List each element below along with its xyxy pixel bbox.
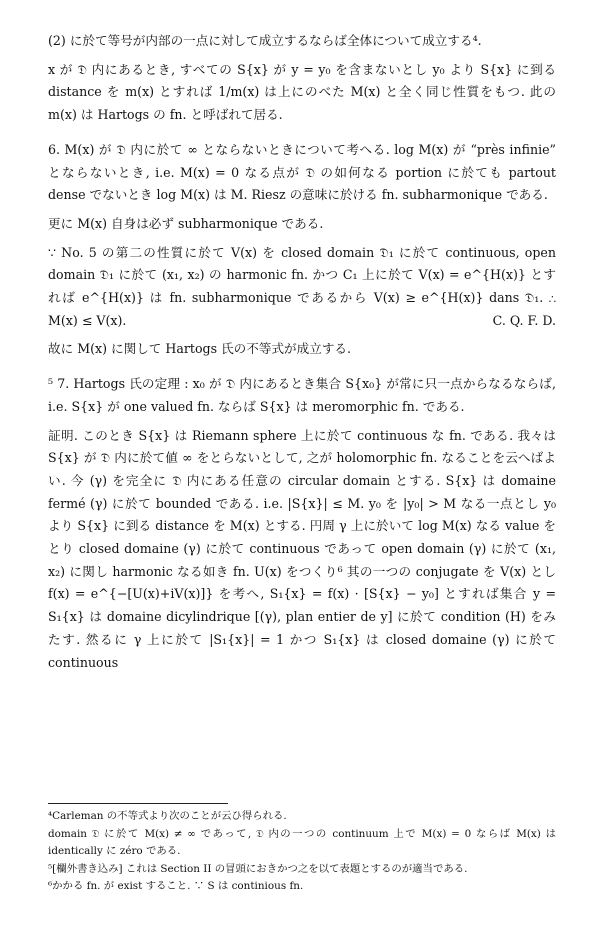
proof-no5-text: ∵ No. 5 の第二の性質に於て V(x) を closed domain 𝔇₁ に於て continuous, open domain 𝔇₁ に於て (x₁, x₂) の harmonic fn. かつ C₁ 上に於て V(x) = e^{H(x)} とすれば e^{H(x)} は fn. subharmonique であるから V(x) ≥ e^{H(x)} dans 𝔇₁. ∴ M(x) ≤ V(x). (48, 244, 556, 328)
paragraph-section-7-theorem: ⁵ 7. Hartogs 氏の定理 : x₀ が 𝔇 内にあるとき集合 S{x₀} が常に只一点からなるならば, i.e. S{x} が one valued fn. ならば S{x} は meromorphic fn. である. (48, 376, 556, 414)
footnote-6: ⁶かかる fn. が exist すること. ∵ S は continious fn. (48, 880, 304, 893)
footnote-5: ⁵[欄外書き込み] これは Section II の冒頭におきかつ之を以て表題とするのが適当である. (48, 862, 468, 875)
paragraph-subharmonique-claim: 更に M(x) 自身は必ず subharmonique である. (48, 215, 324, 231)
paragraph-equality-condition: (2) に於て等号が内部の一点に対して成立するならば全体について成立する⁴. (48, 33, 482, 48)
paragraph-hartogs-function: x が 𝔇 内にあるとき, すべての S{x} が y = y₀ を含まないとし y₀ より S{x} に到る distance を m(x) とすれば 1/m(x) は上にのべた M(x) と全く同じ性質をもつ. 此の m(x) は Hartogs の fn. と呼ばれて居る. (48, 61, 556, 123)
footnote-rule (48, 803, 228, 804)
footnotes (48, 808, 556, 896)
footnote-4: ⁴Carleman の不等式より次のことが云ひ得られる. (48, 810, 287, 822)
main-text (48, 30, 556, 674)
paragraph-hartogs-inequality: 故に M(x) に関して Hartogs 氏の不等式が成立する. (48, 341, 352, 357)
qed-mark: C. Q. F. D. (492, 312, 556, 328)
paragraph-section-6: 6. M(x) が 𝔇 内に於て ∞ とならないときについて考へる. log M(x) が “près infinie” とならないとき, i.e. M(x) = 0 なる点が 𝔇 の如何なる portion に於ても partout dense でないとき log M(x) は M. Riesz の意味に於ける fn. subharmonique である. (48, 141, 556, 203)
paragraph-proof-no5 (48, 242, 556, 333)
paragraph-proof: 証明. このとき S{x} は Riemann sphere 上に於て continuous な fn. である. 我々は S{x} が 𝔇 内に於て値 ∞ をとらないとして, 之が holomorphic fn. なることを云へばよい. 今 (γ) を完全に 𝔇 内にある任意の circular domain とする. S{x} は domaine fermé (γ) に於て bounded である. i.e. |S{x}| ≤ M. y₀ を |y₀| > M なる一点とし y₀ より S{x} に到る distance を M(x) とする. 円周 γ 上に於いて log M(x) なる value をとり closed domaine (γ) に於て continuous であって open domain (γ) に於て (x₁, x₂) に関し harmonic なる如き fn. U(x) をつくり⁶ 其の一つの conjugate を V(x) とし f(x) = e^{−[U(x)+iV(x)]} を考へ, S₁{x} = f(x) · [S{x} − y₀] とすれば集合 y = S₁{x} は domaine dicylindrique [(γ), plan entier de y] に於て condition (H) をみたす. 然るに γ 上に於て |S₁{x}| = 1 かつ S₁{x} は closed domaine (γ) に於て continuous (48, 427, 556, 670)
footnote-4-continued: domain 𝔇 に於て M(x) ≠ ∞ であって, 𝔇 内の一つの continuum 上で M(x) = 0 ならば M(x) は identically に zéro である. (48, 827, 556, 858)
